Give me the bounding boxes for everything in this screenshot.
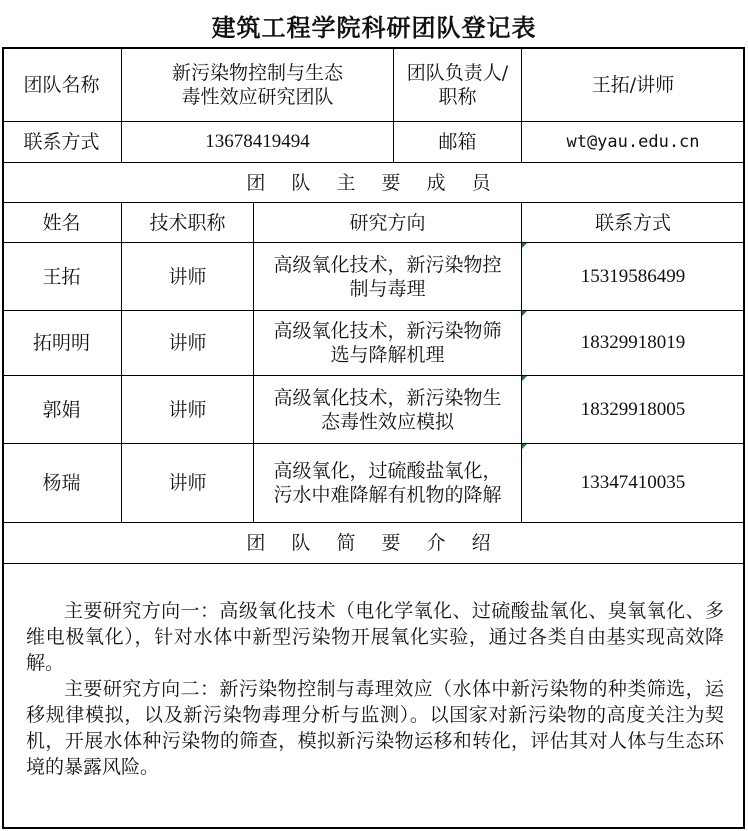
member-title: 讲师 [168,265,207,288]
member-name: 拓明明 [32,332,90,354]
leader-value: 王拓/讲师 [591,73,675,96]
col-header-research: 研究方向 [349,211,426,234]
col-header-title: 技术职称 [149,211,226,234]
research-line: 高级氧化技术，新污染物生 [273,386,502,409]
member-title: 讲师 [168,398,207,421]
research-line: 制与毒理 [349,277,426,300]
contact-label: 联系方式 [23,131,100,153]
research-line: 污水中难降解有机物的降解 [273,484,502,506]
team-name-line: 毒性效应研究团队 [181,85,334,108]
member-research [254,311,521,375]
member-contact: 13347410035 [580,472,686,493]
email-value: wt@yau.edu.cn [566,132,700,152]
team-intro [26,598,724,780]
contact-value: 13678419494 [205,131,310,152]
member-name: 杨瑞 [42,472,81,494]
research-line: 高级氧化技术，新污染物控 [273,253,502,276]
member-contact: 18329918005 [580,398,686,420]
cell-comment-marker-icon [522,376,527,381]
col-header-name: 姓名 [42,211,81,234]
member-research [254,243,521,310]
form-title: 建筑工程学院科研团队登记表 [211,14,537,42]
email-label: 邮箱 [438,131,477,153]
leader-label-line: 团队负责人/ [406,61,509,84]
member-name: 郭娟 [42,398,81,421]
member-contact: 18329918019 [580,332,686,353]
cell-comment-marker-icon [522,311,527,316]
cell-comment-marker-icon [522,243,527,248]
col-header-contact: 联系方式 [594,211,671,234]
team-name-label: 团队名称 [23,73,100,96]
member-title: 讲师 [168,472,207,494]
intro-section-title: 团 队 简 要 介 绍 [246,532,501,554]
leader-label-line: 职称 [438,85,477,108]
team-name-value [122,48,393,121]
cell-comment-marker-icon [522,444,527,449]
row-divider [2,563,745,564]
research-line: 高级氧化技术，新污染物筛 [273,320,502,342]
research-line: 态毒性效应模拟 [320,410,454,433]
member-contact: 15319586499 [580,265,686,287]
intro-paragraph: 主要研究方向二：新污染物控制与毒理效应（水体中新污染物的种类筛选，运移规律模拟，以及新污染物毒理分析与监测）。以国家对新污染物的高度关注为契机，开展水体种污染物的筛查，模拟新污染物运移和转化，评估其对人体与生态环境的暴露风险。 [26,678,724,778]
member-research [254,376,521,443]
member-title: 讲师 [168,332,207,354]
member-research [254,444,521,522]
member-name: 王拓 [42,265,81,288]
leader-label [394,48,521,121]
team-name-line: 新污染物控制与生态 [171,61,343,84]
research-line: 高级氧化，过硫酸盐氧化， [273,460,502,482]
members-section-title: 团 队 主 要 成 员 [246,171,501,194]
intro-paragraph: 主要研究方向一：高级氧化技术（电化学氧化、过硫酸盐氧化、臭氧氧化、多维电极氧化），针对水体中新型污染物开展氧化实验，通过各类自由基实现高效降解。 [26,600,724,674]
research-line: 选与降解机理 [330,344,445,366]
